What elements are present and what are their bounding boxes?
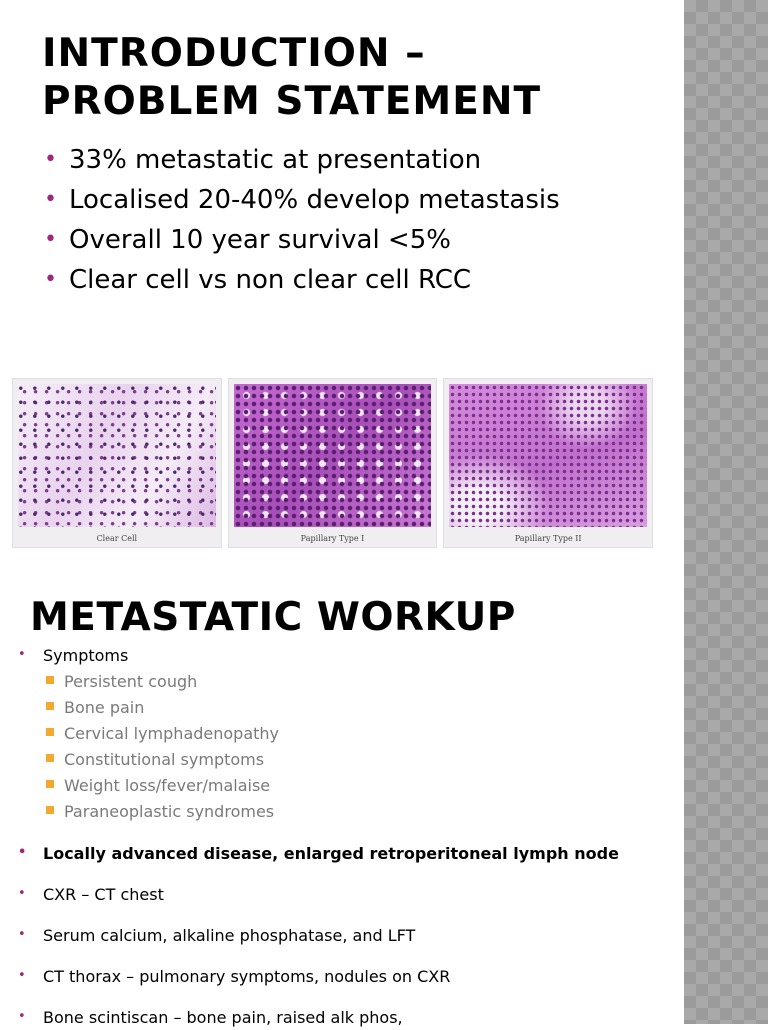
title-line-1: INTRODUCTION – — [42, 31, 426, 76]
sub-list-item — [43, 669, 678, 695]
square-bullet-icon — [46, 806, 54, 814]
sub-item-text: Persistent cough — [64, 672, 198, 691]
item-text: Serum calcium, alkaline phosphatase, and LFT — [43, 926, 416, 945]
tissue-texture — [234, 384, 432, 527]
sub-list-item — [43, 773, 678, 799]
image-caption: Clear Cell — [96, 534, 138, 543]
bullet-text: Overall 10 year survival <5% — [69, 225, 451, 255]
list-item-symptoms — [18, 644, 678, 825]
list-item — [18, 842, 678, 866]
list-item — [18, 924, 678, 948]
bullet-text: 33% metastatic at presentation — [69, 145, 482, 175]
histology-image-papillary-type-1 — [228, 378, 438, 548]
sub-item-text: Cervical lymphadenopathy — [64, 724, 280, 743]
square-bullet-icon — [46, 780, 54, 788]
histology-image-papillary-type-2 — [443, 378, 653, 548]
histology-image-clear-cell — [12, 378, 222, 548]
tissue-texture — [18, 384, 216, 527]
title-line-2: PROBLEM STATEMENT — [42, 79, 542, 124]
problem-statement-list — [44, 140, 560, 300]
list-item — [44, 220, 560, 260]
side-pattern-decoration — [684, 0, 768, 1024]
sub-list-item — [43, 721, 678, 747]
bullet-icon: • — [44, 147, 57, 172]
histology-image-strip — [12, 378, 653, 548]
image-caption: Papillary Type I — [300, 534, 365, 543]
bullet-icon: • — [18, 1009, 26, 1024]
symptoms-sublist — [43, 669, 678, 825]
bullet-icon: • — [44, 187, 57, 212]
sub-item-text: Constitutional symptoms — [64, 750, 265, 769]
symptoms-label: Symptoms — [43, 646, 129, 665]
bullet-text: Clear cell vs non clear cell RCC — [69, 265, 472, 295]
metastatic-workup-list — [18, 644, 678, 1030]
bullet-icon: • — [18, 647, 26, 662]
sub-list-item — [43, 695, 678, 721]
square-bullet-icon — [46, 702, 54, 710]
sub-item-text: Paraneoplastic syndromes — [64, 802, 275, 821]
list-item — [44, 140, 560, 180]
bullet-icon: • — [18, 927, 26, 942]
list-item — [18, 965, 678, 989]
tissue-texture — [449, 384, 647, 527]
square-bullet-icon — [46, 676, 54, 684]
item-text: Bone scintiscan – bone pain, raised alk phos, — [43, 1008, 403, 1027]
bullet-icon: • — [18, 886, 26, 901]
item-text: Locally advanced disease, enlarged retroperitoneal lymph node — [43, 844, 619, 863]
sub-list-item — [43, 747, 678, 773]
list-item — [44, 180, 560, 220]
bullet-icon: • — [18, 845, 27, 860]
sub-item-text: Weight loss/fever/malaise — [64, 776, 271, 795]
bullet-icon: • — [44, 227, 57, 252]
bullet-text: Localised 20-40% develop metastasis — [69, 185, 560, 215]
bullet-icon: • — [18, 968, 26, 983]
slide-title-introduction — [42, 30, 541, 126]
slide-title-metastatic-workup: METASTATIC WORKUP — [30, 595, 516, 640]
item-text: CT thorax – pulmonary symptoms, nodules on CXR — [43, 967, 451, 986]
list-item — [18, 883, 678, 907]
list-item — [18, 1006, 678, 1030]
square-bullet-icon — [46, 754, 54, 762]
item-text: CXR – CT chest — [43, 885, 164, 904]
list-item — [44, 260, 560, 300]
sub-item-text: Bone pain — [64, 698, 145, 717]
image-caption: Papillary Type II — [514, 534, 582, 543]
bullet-icon: • — [44, 267, 57, 292]
sub-list-item — [43, 799, 678, 825]
square-bullet-icon — [46, 728, 54, 736]
